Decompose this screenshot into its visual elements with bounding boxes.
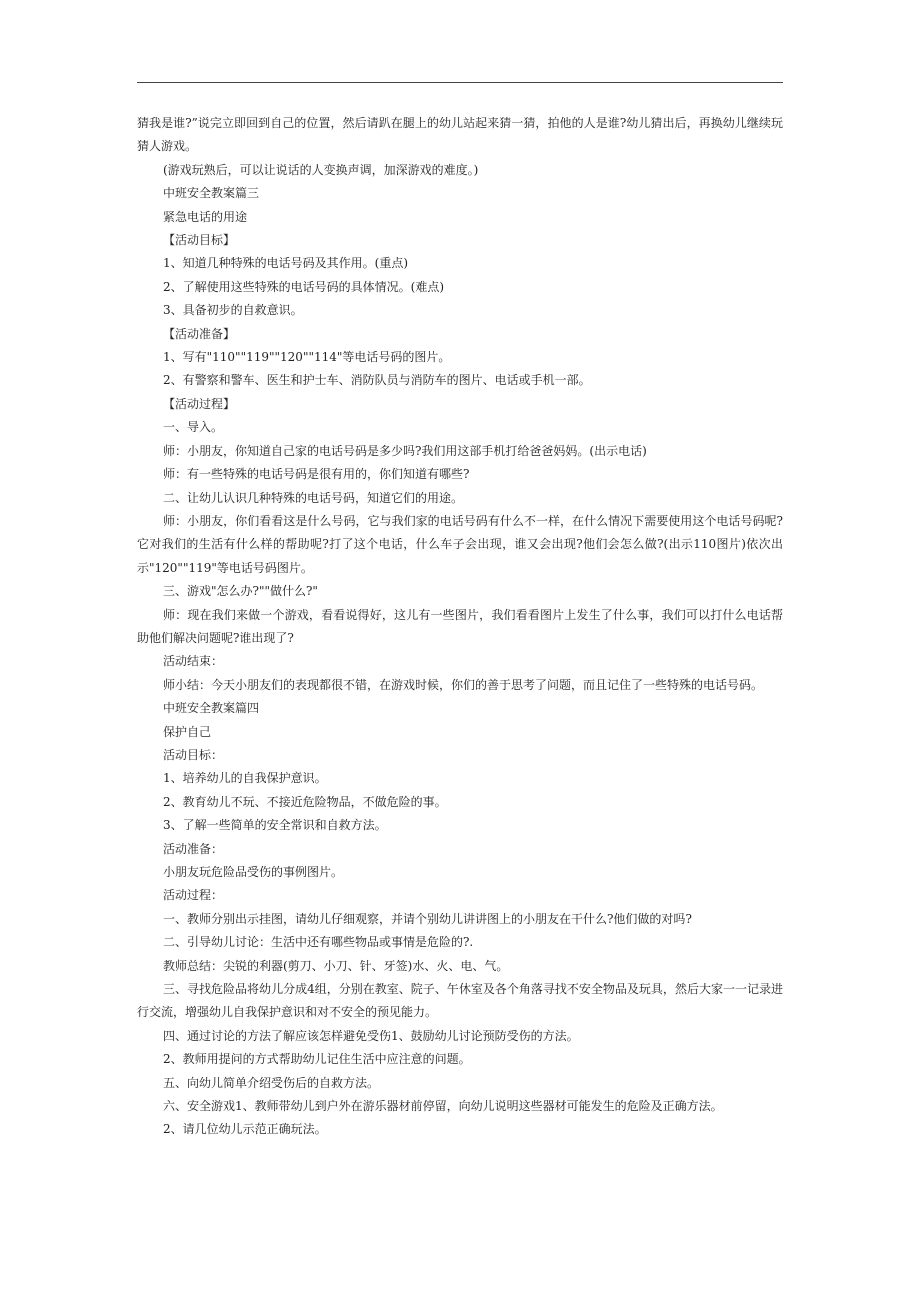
subheading: 活动目标： <box>163 747 224 762</box>
step-heading: 一、教师分别出示挂图，请幼儿仔细观察，并请个别幼儿讲讲图上的小朋友在干什么?他们做的对吗? <box>163 911 692 926</box>
paragraph: 师：小朋友，你知道自己家的电话号码是多少吗?我们用这部手机打给爸爸妈妈。(出示电话) <box>163 443 647 458</box>
paragraph: (游戏玩熟后，可以让说话的人变换声调，加深游戏的难度。) <box>163 162 479 177</box>
list-item: 3、了解一些简单的安全常识和自救方法。 <box>163 818 387 833</box>
step-heading: 三、寻找危险品将幼儿分成4组，分别在教室、院子、午休室及各个角落寻找不安全物品及玩具，然后大家一一记录进行交流，增强幼儿自我保护意识和对不安全的预见能力。 <box>137 982 783 1020</box>
step-heading: 二、让幼儿认识几种特殊的电话号码，知道它们的用途。 <box>163 490 464 505</box>
step-heading: 二、引导幼儿讨论：生活中还有哪些物品或事情是危险的?. <box>163 935 474 950</box>
paragraph: 师：现在我们来做一个游戏，看看说得好，这儿有一些图片，我们看看图片上发生了什么事，我们可以打什么电话帮助他们解决问题呢?谁出现了? <box>137 607 783 645</box>
list-item: 1、写有"110""119""120""114"等电话号码的图片。 <box>163 350 451 365</box>
section-heading: 中班安全教案篇三 <box>163 186 260 201</box>
list-item: 3、具备初步的自救意识。 <box>163 303 303 318</box>
document-body <box>137 112 783 1142</box>
lesson-title: 紧急电话的用途 <box>163 209 248 224</box>
subheading: 活动准备： <box>163 841 224 856</box>
paragraph: 猜我是谁?”说完立即回到自己的位置，然后请趴在腿上的幼儿站起来猜一猜，拍他的人是谁?幼儿猜出后，再换幼儿继续玩猜人游戏。 <box>137 116 783 154</box>
lesson-title: 保护自己 <box>163 724 212 739</box>
header-rule <box>137 82 783 83</box>
list-item: 1、知道几种特殊的电话号码及其作用。(重点) <box>163 256 408 271</box>
subheading: 【活动准备】 <box>163 326 236 341</box>
list-item: 2、了解使用这些特殊的电话号码的具体情况。(难点) <box>163 279 445 294</box>
paragraph: 小朋友玩危险品受伤的事例图片。 <box>163 865 344 879</box>
subheading: 【活动过程】 <box>163 396 236 411</box>
step-heading: 五、向幼儿简单介绍受伤后的自救方法。 <box>163 1075 380 1090</box>
list-item: 2、有警察和警车、医生和护士车、消防队员与消防车的图片、电话或手机一部。 <box>163 373 591 388</box>
subheading: 【活动目标】 <box>163 233 236 248</box>
paragraph: 师：有一些特殊的电话号码是很有用的，你们知道有哪些? <box>163 467 470 482</box>
paragraph: 教师总结：尖锐的利器(剪刀、小刀、针、牙签)水、火、电、气。 <box>163 958 509 973</box>
step-heading: 三、游戏"怎么办?""做什么?" <box>163 584 318 599</box>
paragraph: 师：小朋友，你们看看这是什么号码，它与我们家的电话号码有什么不一样，在什么情况下需要使用这个电话号码呢?它对我们的生活有什么样的帮助呢?打了这个电话，什么车子会出现，谁又会出现?他们会怎么做?(出示110图片)依次出示"120""119"等电话号码图片。 <box>137 513 783 575</box>
list-item: 1、培养幼儿的自我保护意识。 <box>163 771 327 786</box>
list-item: 2、请几位幼儿示范正确玩法。 <box>163 1122 327 1137</box>
subheading: 活动过程： <box>163 888 224 903</box>
list-item: 2、教育幼儿不玩、不接近危险物品，不做危险的事。 <box>163 794 447 809</box>
step-heading: 四、通过讨论的方法了解应该怎样避免受伤1、鼓励幼儿讨论预防受伤的方法。 <box>163 1028 579 1043</box>
step-heading: 六、安全游戏1、教师带幼儿到户外在游乐器材前停留，向幼儿说明这些器材可能发生的危险及正确方法。 <box>163 1099 723 1114</box>
step-heading: 一、导入。 <box>163 420 224 435</box>
paragraph: 师小结：今天小朋友们的表现都很不错，在游戏时候，你们的善于思考了问题，而且记住了一些特殊的电话号码。 <box>163 677 764 692</box>
list-item: 2、教师用提问的方式帮助幼儿记住生活中应注意的问题。 <box>163 1052 471 1067</box>
subheading: 活动结束： <box>163 654 224 669</box>
section-heading: 中班安全教案篇四 <box>163 701 260 716</box>
